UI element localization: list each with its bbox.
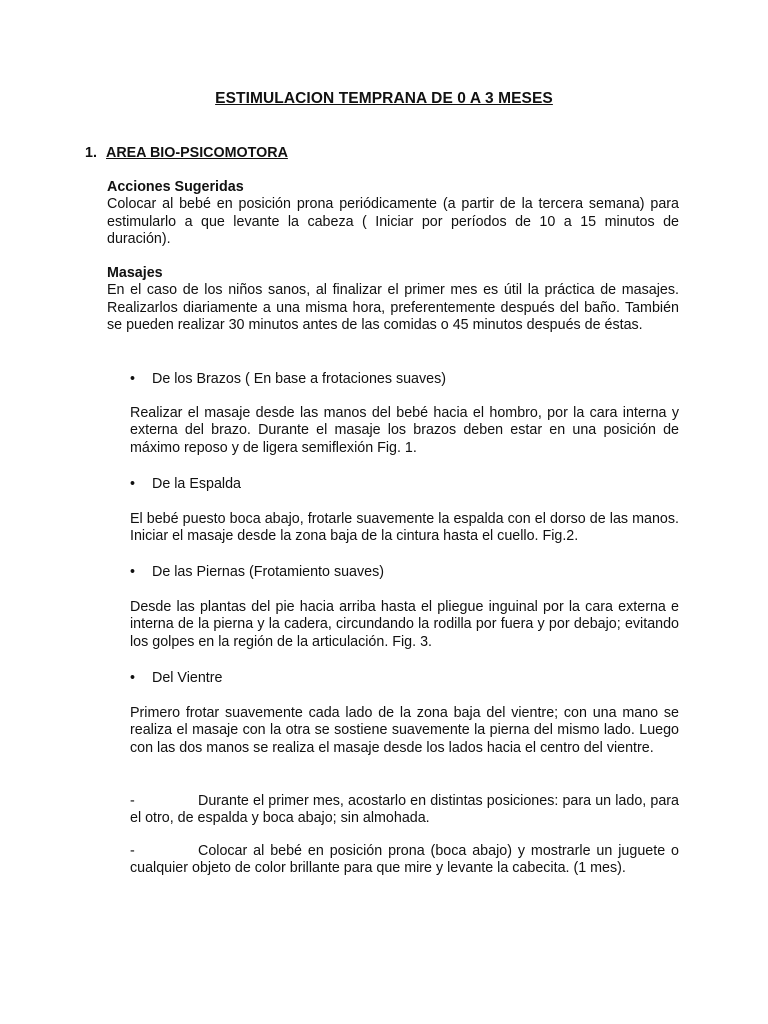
section-number: 1. (85, 145, 97, 161)
masajes-block (107, 265, 679, 335)
list-item-text: Desde las plantas del pie hacia arriba hasta el pliegue inguinal por la cara externa e interna de la pierna y la cadera, circundando la rodilla por fuera y por debajo; evitando los golpes en la región de la articulación. Fig. 3. (130, 599, 679, 650)
bullet-marker: • (130, 371, 136, 387)
bullet-marker: • (130, 670, 136, 686)
list-item-heading: Del Vientre (152, 670, 223, 686)
list-item-heading: De las Piernas (Frotamiento suaves) (152, 564, 385, 580)
dash-marker: - (130, 843, 135, 859)
page-title: ESTIMULACION TEMPRANA DE 0 A 3 MESES (215, 90, 553, 107)
list-item-text: Realizar el masaje desde las manos del bebé hacia el hombro, por la cara interna y externa del brazo. Durante el masaje los brazos deben estar en una posición de máximo reposo y de ligera semiflexión Fig. 1. (130, 405, 679, 456)
bullet-marker: • (130, 476, 136, 492)
list-item-heading: De la Espalda (152, 476, 242, 492)
dash-item-text: Durante el primer mes, acostarlo en distintas posiciones: para un lado, para el otro, de espalda y boca abajo; sin almohada. (130, 793, 679, 827)
list-item-text: El bebé puesto boca abajo, frotarle suavemente la espalda con el dorso de las manos. Iniciar el masaje desde la zona baja de la cintura hasta el cuello. Fig.2. (130, 511, 679, 545)
dash-item-text: Colocar al bebé en posición prona (boca abajo) y mostrarle un juguete o cualquier objeto de color brillante para que mire y levante la cabecita. (1 mes). (130, 843, 679, 877)
dash-marker: - (130, 793, 135, 809)
list-item-text: Primero frotar suavemente cada lado de la zona baja del vientre; con una mano se realiza el masaje con la otra se sostiene suavemente la pierna del mismo lado. Luego con las dos manos se realiza el masaje desde los lados hacia el centro del vientre. (130, 705, 679, 756)
section-heading (85, 145, 288, 162)
dash-item (130, 793, 679, 828)
section-label: AREA BIO-PSICOMOTORA (106, 145, 288, 161)
masajes-heading: Masajes (107, 265, 163, 281)
dash-item (130, 843, 679, 878)
masajes-text: En el caso de los niños sanos, al finalizar el primer mes es útil la práctica de masajes. Realizarlos diariamente a una misma hora, preferentemente después del baño. También se pueden realizar 30 minutos antes de las comidas o 45 minutos después de éstas. (107, 282, 679, 334)
acciones-block (107, 179, 679, 249)
bullet-marker: • (130, 564, 136, 580)
acciones-heading: Acciones Sugeridas (107, 179, 244, 195)
acciones-text: Colocar al bebé en posición prona periódicamente (a partir de la tercera semana) para estimularlo a que levante la cabeza ( Iniciar por períodos de 10 a 15 minutos de duración). (107, 196, 679, 248)
list-item-heading: De los Brazos ( En base a frotaciones suaves) (152, 371, 447, 387)
